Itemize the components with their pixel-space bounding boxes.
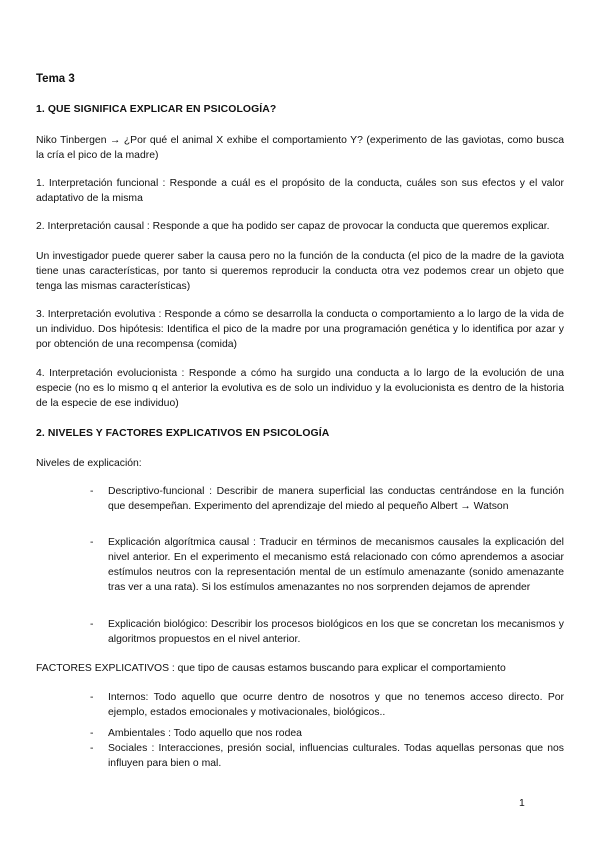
factor-social: Sociales : Interacciones, presión social, influencias culturales. Todas aquellas personas que nos influyen para bien o mal.: [108, 743, 564, 769]
list-item: [90, 726, 564, 741]
list-item: [90, 690, 564, 720]
intro-paragraph: Niko Tinbergen → ¿Por qué el animal X exhibe el comportamiento Y? (experimento de las gaviotas, como busca la cría el pico de la madre): [36, 135, 564, 161]
bullet-dash: -: [90, 486, 94, 497]
levels-label: Niveles de explicación:: [36, 458, 142, 469]
level-algorithmic-causal: Explicación algorítmica causal : Traducir en términos de mecanismos causales la explicación del nivel anterior. En el experimento el mecanismo está relacionado con cómo aprendemos a asociar estímulos neutros con la representación mental de un estímulo amenazante (sonido amenazante tras ver a una rata). Si los estímulos amenazantes no nos sorprenden dejamos de aprender: [108, 537, 564, 593]
section-2-heading: 2. NIVELES Y FACTORES EXPLICATIVOS EN PSICOLOGÍA: [36, 428, 330, 439]
factors-label: FACTORES EXPLICATIVOS : que tipo de causas estamos buscando para explicar el comportamiento: [36, 663, 506, 674]
bullet-dash: -: [90, 537, 94, 548]
level-biological: Explicación biológico: Describir los procesos biológicos en los que se concretan los mecanismos y algoritmos propuestos en el nivel anterior.: [108, 619, 564, 645]
section-1-heading: 1. QUE SIGNIFICA EXPLICAR EN PSICOLOGÍA?: [36, 104, 277, 115]
paragraph-functional-interpretation: 1. Interpretación funcional : Responde a cuál es el propósito de la conducta, cuáles son sus efectos y el valor adaptativo de la misma: [36, 178, 564, 204]
list-item: [90, 741, 564, 771]
bullet-dash: -: [90, 619, 94, 630]
bullet-dash: -: [90, 728, 94, 739]
list-item: [90, 535, 564, 595]
list-item: [90, 617, 564, 647]
bullet-dash: -: [90, 743, 94, 754]
page-number: 1: [519, 798, 525, 809]
factor-internal: Internos: Todo aquello que ocurre dentro de nosotros y que no tenemos acceso directo. Por ejemplo, estados emocionales y motivacionales, biológicos..: [108, 692, 564, 718]
paragraph-causal-note: Un investigador puede querer saber la causa pero no la función de la conducta (el pico de la madre de la gaviota tiene unas características, por tanto si queremos reproducir la conducta otra vez podemos crear un objeto que tenga las mismas características): [36, 251, 564, 292]
level-descriptive-functional: Descriptivo-funcional : Describir de manera superficial las conductas centrándose en la función que desempeñan. Experimento del aprendizaje del miedo al pequeño Albert → Watson: [108, 486, 564, 512]
paragraph-evolutionist-interpretation: 4. Interpretación evolucionista : Responde a cómo ha surgido una conducta a lo largo de la evolución de una especie (no es lo mismo q el anterior la evolutiva es de solo un individuo y la evolucionista es dentro de la historia de la especie de ese individuo): [36, 368, 564, 409]
list-item: [90, 484, 564, 514]
paragraph-evolutive-interpretation: 3. Interpretación evolutiva : Responde a cómo se desarrolla la conducta o comportamiento a lo largo de la vida de un individuo. Dos hipótesis: Identifica el pico de la madre por una programación genética y lo identifica por azar y por obtención de una recompensa (comida): [36, 309, 564, 350]
page-title: Tema 3: [36, 73, 75, 85]
paragraph-causal-interpretation: 2. Interpretación causal : Responde a que ha podido ser capaz de provocar la conducta que queremos explicar.: [36, 221, 550, 232]
factor-environmental: Ambientales : Todo aquello que nos rodea: [108, 728, 302, 739]
bullet-dash: -: [90, 692, 94, 703]
